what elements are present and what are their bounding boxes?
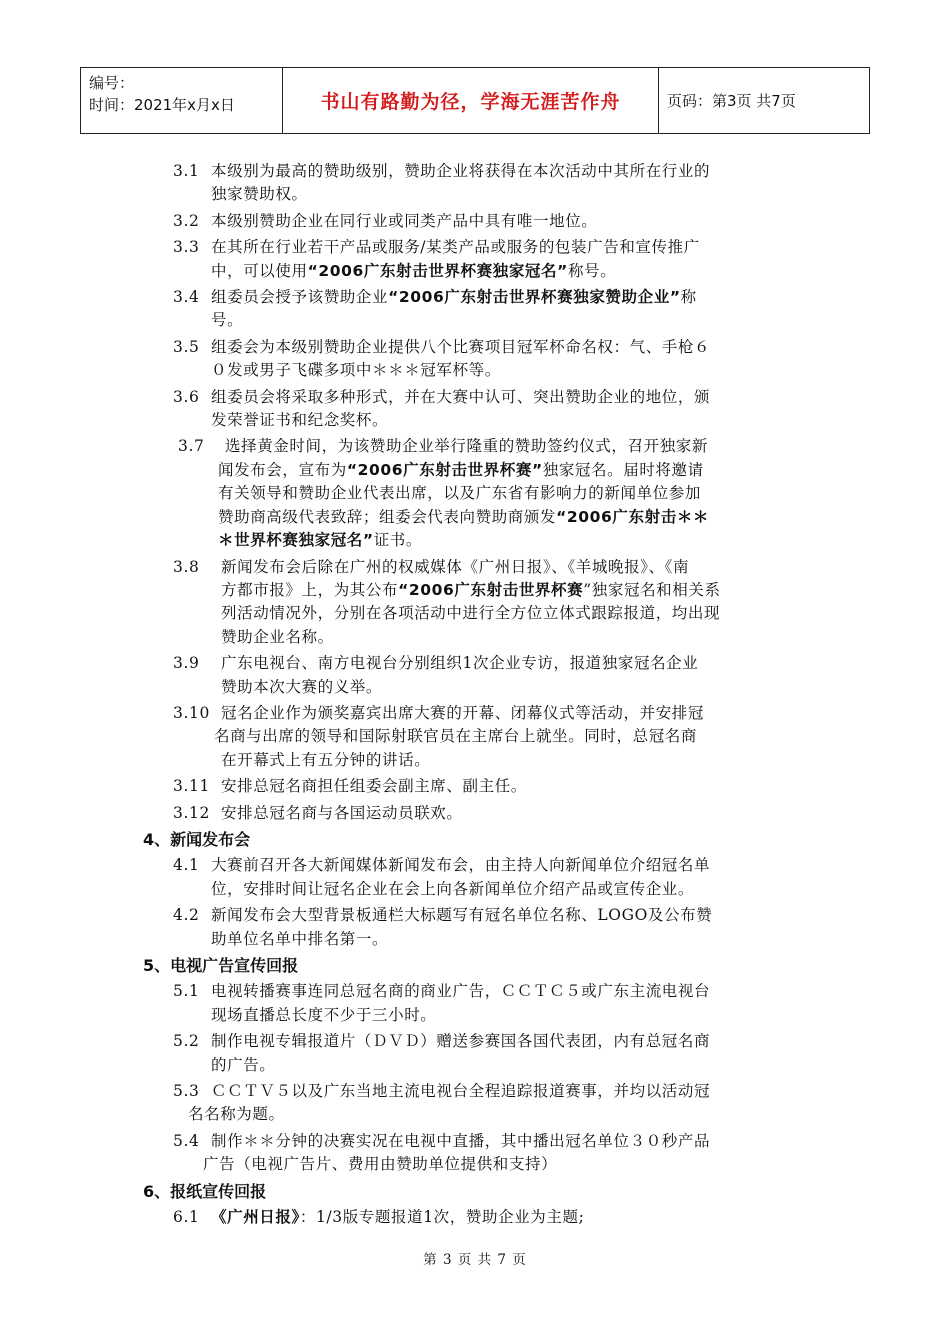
clause-6-1 bbox=[0, 1206, 950, 1229]
clause-4-1 bbox=[0, 854, 950, 901]
clause-number: 6.1 bbox=[173, 1208, 200, 1227]
clause-emphasis: ＊世界杯赛独家冠名” bbox=[218, 531, 374, 550]
clause-line bbox=[0, 459, 950, 482]
clause-text: ：1/3版专题报道1次，赞助企业为主题; bbox=[299, 1208, 585, 1227]
header-table bbox=[80, 67, 870, 134]
document-body bbox=[0, 160, 950, 1232]
clause-line: 本级别赞助企业在同行业或同类产品中具有唯一地位。 bbox=[211, 211, 598, 230]
clause-3-8 bbox=[0, 556, 950, 650]
clause-line: ０发或男子飞碟多项中＊＊＊冠军杯等。 bbox=[211, 361, 501, 380]
clause-line: 制作＊＊分钟的决赛实况在电视中直播，其中播出冠名单位３０秒产品 bbox=[211, 1131, 711, 1150]
clause-line: 大赛前召开各大新闻媒体新闻发布会，由主持人向新闻单位介绍冠名单 bbox=[211, 856, 711, 875]
section-6-heading: 6、报纸宣传回报 bbox=[143, 1181, 267, 1201]
clause-number: 3.9 bbox=[173, 654, 200, 673]
clause-text: ”独家冠名和相关系 bbox=[583, 580, 721, 599]
clause-3-12 bbox=[0, 802, 950, 825]
clause-emphasis: 《广州日报》 bbox=[211, 1208, 300, 1227]
clause-number: 4.1 bbox=[173, 856, 200, 875]
clause-3-3 bbox=[0, 236, 950, 283]
clause-line: 发荣誉证书和纪念奖杯。 bbox=[211, 411, 389, 430]
clause-line: 列活动情况外，分别在各项活动中进行全方位立体式跟踪报道，均出现 bbox=[221, 604, 721, 623]
clause-emphasis: “2006广东射击世界杯赛独家冠名” bbox=[307, 261, 568, 280]
clause-number: 3.8 bbox=[173, 557, 200, 576]
clause-emphasis: “2006广东射击世界杯赛独家赞助企业” bbox=[388, 288, 681, 307]
clause-line: 安排总冠名商与各国运动员联欢。 bbox=[221, 803, 463, 822]
clause-number: 5.1 bbox=[173, 982, 200, 1001]
date-label: 时间：2021年x月x日 bbox=[89, 96, 235, 114]
clause-number: 5.4 bbox=[173, 1131, 200, 1150]
clause-5-1 bbox=[0, 980, 950, 1027]
clause-emphasis: “2006广东射击世界杯赛 bbox=[398, 580, 584, 599]
clause-number: 3.7 bbox=[178, 437, 205, 456]
motto: 书山有路勤为径，学海无涯苦作舟 bbox=[283, 68, 659, 133]
clause-line bbox=[0, 286, 950, 309]
clause-4-2 bbox=[0, 904, 950, 951]
clause-line: 助单位名单中排名第一。 bbox=[211, 929, 389, 948]
clause-line bbox=[0, 529, 950, 552]
clause-number: 3.1 bbox=[173, 162, 200, 180]
clause-line: 新闻发布会后除在广州的权威媒体《广州日报》、《羊城晚报》、《南 bbox=[221, 557, 690, 576]
clause-line: 独家赞助权。 bbox=[211, 185, 308, 204]
clause-5-4 bbox=[0, 1130, 950, 1177]
clause-line: 位，安排时间让冠名企业在会上向各新闻单位介绍产品或宣传企业。 bbox=[211, 879, 695, 898]
clause-line: 组委会为本级别赞助企业提供八个比赛项目冠军杯命名权：气、手枪６ bbox=[211, 337, 711, 356]
clause-line: 的广告。 bbox=[211, 1055, 276, 1074]
clause-number: 3.12 bbox=[173, 803, 210, 822]
page-label: 页码：第3页 共7页 bbox=[667, 92, 796, 110]
clause-text: 中，可以使用 bbox=[211, 261, 308, 280]
clause-line: 名名称为题。 bbox=[188, 1105, 285, 1124]
page-footer: 第 3 页 共 7 页 bbox=[423, 1252, 527, 1268]
clause-line: 制作电视专辑报道片（ＤＶＤ）赠送参赛国各国代表团，内有总冠名商 bbox=[211, 1032, 711, 1051]
clause-emphasis: “2006广东射击＊＊ bbox=[556, 507, 710, 526]
clause-3-7 bbox=[0, 435, 950, 552]
clause-text: 独家冠名。届时将邀请 bbox=[542, 460, 704, 479]
clause-5-2 bbox=[0, 1030, 950, 1077]
clause-line: 有关领导和赞助企业代表出席，以及广东省有影响力的新闻单位参加 bbox=[218, 484, 702, 503]
clause-line: 赞助本次大赛的义举。 bbox=[221, 677, 383, 696]
clause-number: 5.3 bbox=[173, 1082, 200, 1101]
clause-3-5 bbox=[0, 336, 950, 383]
clause-3-4 bbox=[0, 286, 950, 333]
clause-line: 在开幕式上有五分钟的讲话。 bbox=[221, 750, 431, 769]
clause-number: 3.3 bbox=[173, 238, 200, 257]
clause-number: 3.6 bbox=[173, 387, 200, 406]
clause-line: 安排总冠名商担任组委会副主席、副主任。 bbox=[221, 777, 527, 796]
section-4-heading: 4、新闻发布会 bbox=[143, 829, 251, 849]
clause-number: 3.5 bbox=[173, 337, 200, 356]
clause-line bbox=[0, 260, 950, 283]
header-left-cell bbox=[81, 68, 283, 133]
clause-line: 在其所在行业若干产品或服务/某类产品或服务的包装广告和宣传推广 bbox=[211, 238, 700, 257]
clause-3-1 bbox=[0, 160, 950, 207]
section-5-heading: 5、电视广告宣传回报 bbox=[143, 956, 299, 975]
clause-line: 电视转播赛事连同总冠名商的商业广告，ＣＣＴＣ５或广东主流电视台 bbox=[211, 982, 711, 1001]
clause-line: 广告（电视广告片、费用由赞助单位提供和支持） bbox=[203, 1155, 558, 1174]
clause-line: 冠名企业作为颁奖嘉宾出席大赛的开幕、闭幕仪式等活动，并安排冠 bbox=[221, 703, 705, 722]
clause-number: 3.11 bbox=[173, 777, 210, 796]
clause-number: 3.2 bbox=[173, 211, 200, 230]
clause-3-9 bbox=[0, 652, 950, 699]
clause-line bbox=[0, 1206, 950, 1229]
clause-number: 4.2 bbox=[173, 906, 200, 925]
clause-line bbox=[0, 579, 950, 602]
clause-line: 组委员会将采取多种形式，并在大赛中认可、突出赞助企业的地位，颁 bbox=[211, 387, 711, 406]
clause-text: 赞助商高级代表致辞；组委会代表向赞助商颁发 bbox=[218, 507, 557, 526]
clause-3-6 bbox=[0, 386, 950, 433]
clause-number: 3.4 bbox=[173, 288, 200, 307]
clause-text: 闻发布会，宣布为 bbox=[218, 460, 347, 479]
clause-line: 广东电视台、南方电视台分别组织1次企业专访，报道独家冠名企业 bbox=[221, 654, 699, 673]
clause-text: 证书。 bbox=[373, 531, 423, 550]
clause-line bbox=[0, 506, 950, 529]
clause-line: 新闻发布会大型背景板通栏大标题写有冠名单位名称、LOGO及公布赞 bbox=[211, 906, 713, 925]
clause-text: 称 bbox=[680, 288, 697, 307]
clause-line: 名商与出席的领导和国际射联官员在主席台上就坐。同时，总冠名商 bbox=[214, 727, 698, 746]
clause-line: 选择黄金时间，为该赞助企业举行隆重的赞助签约仪式，召开独家新 bbox=[225, 437, 709, 456]
clause-line: 号。 bbox=[211, 311, 244, 330]
clause-3-2 bbox=[0, 210, 950, 233]
clause-emphasis: “2006广东射击世界杯赛” bbox=[346, 460, 543, 479]
clause-line: 赞助企业名称。 bbox=[221, 627, 334, 646]
clause-3-10 bbox=[0, 702, 950, 772]
clause-text: 组委员会授予该赞助企业 bbox=[211, 288, 389, 307]
clause-5-3 bbox=[0, 1080, 950, 1127]
clause-number: 5.2 bbox=[173, 1032, 200, 1051]
clause-text: 称号。 bbox=[567, 261, 617, 280]
clause-line: ＣＣＴＶ５以及广东当地主流电视台全程追踪报道赛事，并均以活动冠 bbox=[211, 1082, 711, 1101]
clause-text: 方都市报》上，为其公布 bbox=[221, 580, 399, 599]
clause-3-11 bbox=[0, 775, 950, 798]
clause-line: 现场直播总长度不少于三小时。 bbox=[211, 1005, 437, 1024]
clause-line: 本级别为最高的赞助级别，赞助企业将获得在本次活动中其所在行业的 bbox=[211, 162, 711, 180]
clause-number: 3.10 bbox=[173, 703, 210, 722]
number-label: 编号： bbox=[89, 74, 135, 92]
